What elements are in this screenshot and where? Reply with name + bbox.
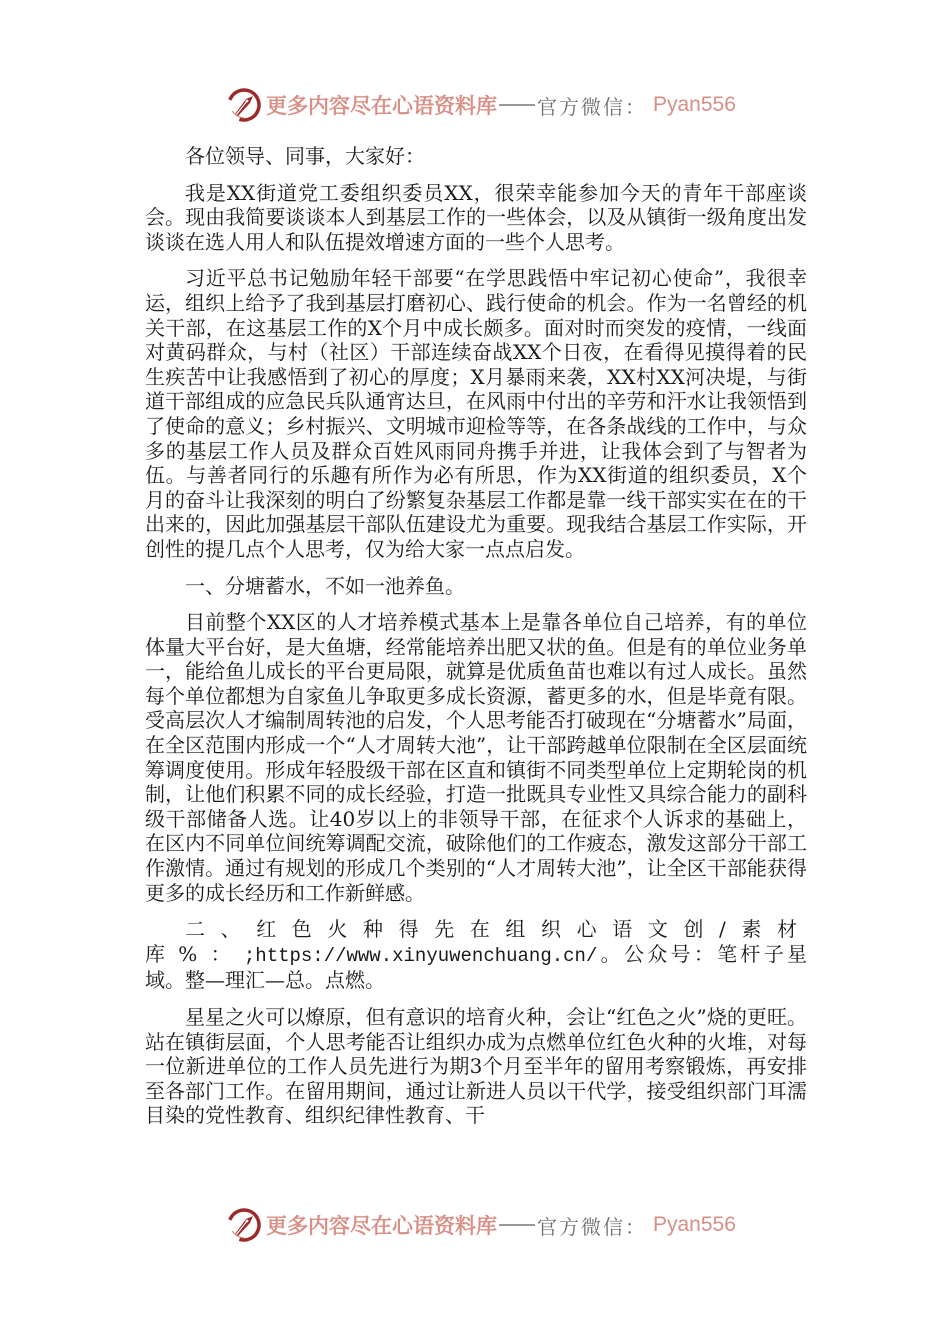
separator-dash — [499, 1224, 535, 1226]
footer-banner — [226, 1205, 736, 1245]
wechat-id: Pyan556 — [653, 93, 736, 116]
section-2-body: 星星之火可以燎原，但有意识的培育火种，会让“红色之火”烧的更旺。站在镇街层面，个人思考能否让组织办成为点燃单位红色火种的火堆，对每一位新进单位的工作人员先进行为期3个月至半年的留用考察锻炼，再安排至各部门工作。在留用期间，通过让新进人员以干代学，接受组织部门耳濡目染的党性教育、组织纪律性教育、干 — [145, 1005, 807, 1128]
wechat-label: 官方微信： — [537, 1214, 647, 1239]
reflection-paragraph: 习近平总书记勉励年轻干部要“在学思践悟中牢记初心使命”，我很幸运，组织上给予了我到基层打磨初心、践行使命的机会。作为一名曾经的机关干部，在这基层工作的X个月中成长颇多。面对时而突发的疫情，一线面对黄码群众，与村（社区）干部连续奋战XX个日夜，在看得见摸得着的民生疾苦中让我感悟到了初心的厚度；X月暴雨来袭，XX村XX河决堤，与街道干部组成的应急民兵队通宵达旦，在风雨中付出的辛劳和汗水让我领悟到了使命的意义；乡村振兴、文明城市迎检等等，在各条战线的工作中，与众多的基层工作人员及群众百姓风雨同舟携手并进，让我体会到了与智者为伍。与善者同行的乐趣有所作为必有所思，作为XX街道的组织委员，X个月的奋斗让我深刻的明白了纷繁复杂基层工作都是靠一线干部实实在在的干出来的，因此加强基层干部队伍建设尤为重要。现我结合基层工作实际，开创性的提几点个人思考，仅为给大家一点点启发。 — [145, 266, 807, 561]
header-banner — [226, 85, 736, 125]
separator-dash — [499, 104, 535, 106]
greeting: 各位领导、同事，大家好： — [185, 144, 425, 168]
pen-nib-logo-icon — [226, 87, 262, 123]
section-2-heading-text: 二、红色火种得先在组织心语文创/素材库%： — [145, 917, 807, 966]
section-1-heading: 一、分塘蓄水，不如一池养鱼。 — [185, 573, 465, 598]
document-body — [145, 144, 807, 1140]
site-name-text: 更多内容尽在心语资料库 — [266, 93, 497, 118]
section-2-heading-suffix: 。公众号：笔杆子星域。整—理汇—总。点燃。 — [145, 941, 807, 993]
section-2-heading-url: ;https://www.xinyuwenchuang.cn/ — [243, 944, 598, 967]
pen-nib-logo-icon — [226, 1207, 262, 1243]
wechat-id: Pyan556 — [653, 1213, 736, 1236]
section-1-body: 目前整个XX区的人才培养模式基本上是靠各单位自己培养，有的单位体量大平台好，是大鱼塘，经常能培养出肥又状的鱼。但是有的单位业务单一，能给鱼儿成长的平台更局限，就算是优质鱼苗也难以有过人成长。虽然每个单位都想为自家鱼儿争取更多成长资源，蓄更多的水，但是毕竟有限。受高层次人才编制周转池的启发，个人思考能否打破现在“分塘蓄水”局面，在全区范围内形成一个“人才周转大池”，让干部跨越单位限制在全区层面统筹调度使用。形成年轻股级干部在区直和镇街不同类型单位上定期轮岗的机制，让他们积累不同的成长经验，打造一批既具专业性又具综合能力的副科级干部储备人选。让40岁以上的非领导干部，在征求个人诉求的基础上，在区内不同单位间统筹调配交流，破除他们的工作疲态，激发这部分干部工作激情。通过有规划的形成几个类别的“人才周转大池”，让全区干部能获得更多的成长经历和工作新鲜感。 — [145, 610, 807, 905]
wechat-label: 官方微信： — [537, 94, 647, 119]
intro-paragraph: 我是XX街道党工委组织委员XX，很荣幸能参加今天的青年干部座谈会。现由我简要谈谈本人到基层工作的一些体会，以及从镇街一级角度出发谈谈在选人用人和队伍提效增速方面的一些个人思考。 — [145, 180, 807, 254]
site-name-text: 更多内容尽在心语资料库 — [266, 1213, 497, 1238]
section-2-heading — [145, 917, 807, 993]
